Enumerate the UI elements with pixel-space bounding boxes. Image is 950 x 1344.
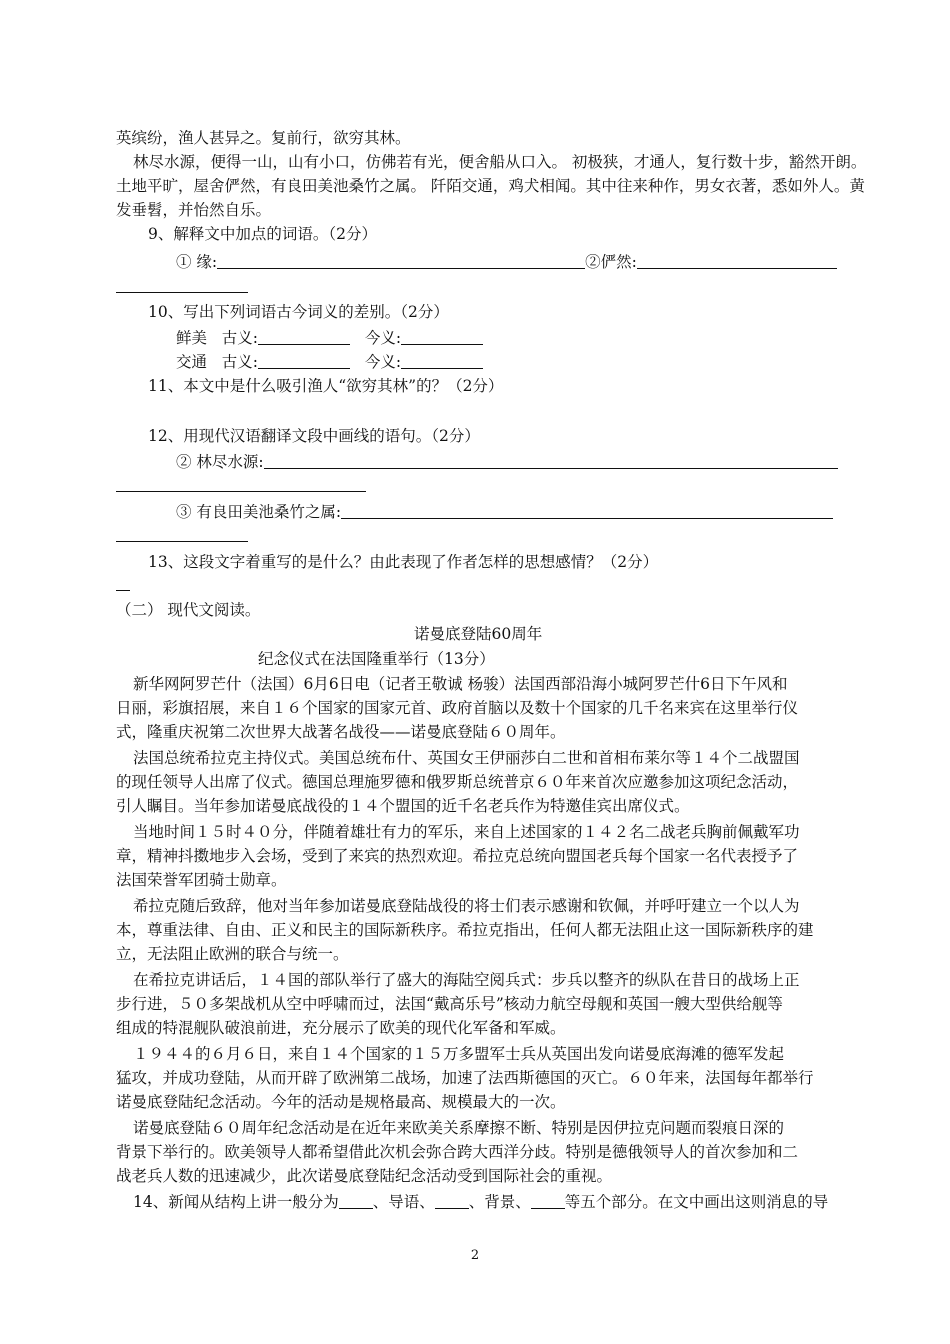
question-14-row bbox=[133, 1190, 828, 1214]
q14-blank-2[interactable] bbox=[435, 1191, 469, 1209]
q14-text: 等五个部分。在文中画出这则消息的导 bbox=[564, 1193, 829, 1211]
article-line: 诺曼底登陆纪念活动。今年的活动是规格最高、规模最大的一次。 bbox=[116, 1093, 566, 1111]
q10-gu-blank[interactable] bbox=[258, 327, 350, 345]
article-subtitle: 纪念仪式在法国隆重举行（13分） bbox=[258, 650, 495, 668]
article-line: 引人瞩目。当年参加诺曼底战役的１４个盟国的近千名老兵作为特邀佳宾出席仪式。 bbox=[116, 797, 690, 815]
question-9-answer-row bbox=[176, 250, 837, 274]
q12-item-b-label: ③ 有良田美池桑竹之属: bbox=[176, 503, 342, 521]
article-line: 日丽，彩旗招展，来自１６个国家的国家元首、政府首脑以及数十个国家的几千名来宾在这里举行仪 bbox=[116, 699, 799, 717]
q10-word: 鲜美 bbox=[176, 329, 208, 347]
passage-line: 发垂髫，并怡然自乐。 bbox=[116, 201, 272, 219]
article-line: 步行进，５０多架战机从空中呼啸而过，法国“戴高乐号”核动力航空母舰和英国一艘大型供给舰等 bbox=[116, 995, 783, 1013]
q13-answer-blank[interactable] bbox=[116, 590, 130, 591]
question-11-title: 11、本文中是什么吸引渔人“欲穷其林”的？（2分） bbox=[148, 377, 504, 395]
article-line: 新华网阿罗芒什（法国）6月6日电（记者王敬诚 杨骏）法国西部沿海小城阿罗芒什6日下午风和 bbox=[133, 675, 788, 693]
q14-text: 、导语、 bbox=[372, 1193, 435, 1211]
article-line: 当地时间１５时４０分，伴随着雄壮有力的军乐，来自上述国家的１４２名二战老兵胸前佩戴军功 bbox=[133, 823, 800, 841]
passage-line: 林尽水源，便得一山，山有小口，仿佛若有光，便舍船从口入。 初极狭，才通人，复行数十步，豁然开朗。 bbox=[133, 153, 867, 171]
q9-continuation-blank[interactable] bbox=[116, 292, 248, 293]
article-title: 诺曼底登陆60周年 bbox=[414, 625, 543, 643]
q10-jin-blank[interactable] bbox=[401, 327, 483, 345]
q9-item-b-label: ②俨然: bbox=[585, 253, 637, 271]
q12-item-a-continuation-blank[interactable] bbox=[116, 491, 366, 492]
q10-word: 交通 bbox=[176, 353, 208, 371]
q10-gu-blank[interactable] bbox=[258, 351, 350, 369]
question-13-title: 13、这段文字着重写的是什么？由此表现了作者怎样的思想感情？（2分） bbox=[148, 553, 659, 571]
article-line: 背景下举行的。欧美领导人都希望借此次机会弥合跨大西洋分歧。特别是德俄领导人的首次参加和二 bbox=[116, 1143, 799, 1161]
q10-jin-blank[interactable] bbox=[401, 351, 483, 369]
article-line: 猛攻，并成功登陆，从而开辟了欧洲第二战场，加速了法西斯德国的灭亡。６０年来，法国每年都举行 bbox=[116, 1069, 814, 1087]
q10-gu-label: 古义: bbox=[221, 353, 259, 371]
passage-line: 土地平旷，屋舍俨然，有良田美池桑竹之属。 阡陌交通，鸡犬相闻。其中往来种作，男女衣著，悉如外人。黄 bbox=[116, 177, 865, 195]
q10-jin-label: 今义: bbox=[364, 353, 402, 371]
article-line: 的现任领导人出席了仪式。德国总理施罗德和俄罗斯总统普京６０年来首次应邀参加这项纪念活动， bbox=[116, 773, 799, 791]
passage-line: 英缤纷，渔人甚异之。复前行，欲穷其林。 bbox=[116, 129, 411, 147]
article-line: 本，尊重法律、自由、正义和民主的国际新秩序。希拉克指出，任何人都无法阻止这一国际新秩序的建 bbox=[116, 921, 814, 939]
section-heading: （二） 现代文阅读。 bbox=[116, 601, 261, 619]
question-9-title: 9、解释文中加点的词语。（2分） bbox=[148, 225, 377, 243]
question-10-title: 10、写出下列词语古今词义的差别。（2分） bbox=[148, 303, 449, 321]
q14-text: 14、新闻从结构上讲一般分为 bbox=[133, 1193, 339, 1211]
article-line: 法国总统希拉克主持仪式。美国总统布什、英国女王伊丽莎白二世和首相布莱尔等１４个二战盟国 bbox=[133, 749, 800, 767]
q14-text: 、背景、 bbox=[468, 1193, 531, 1211]
q10-row-xianmei bbox=[176, 326, 483, 350]
article-line: 法国荣誉军团骑士勋章。 bbox=[116, 871, 287, 889]
q12-item-b-continuation-blank[interactable] bbox=[116, 541, 248, 542]
article-line: 组成的特混舰队破浪前进，充分展示了欧美的现代化军备和军威。 bbox=[116, 1019, 566, 1037]
article-line: 式，隆重庆祝第二次世界大战著名战役——诺曼底登陆６０周年。 bbox=[116, 723, 566, 741]
q12-item-a-row bbox=[176, 450, 838, 474]
q10-gu-label: 古义: bbox=[221, 329, 259, 347]
article-line: 希拉克随后致辞，他对当年参加诺曼底登陆战役的将士们表示感谢和钦佩，并呼吁建立一个以人为 bbox=[133, 897, 800, 915]
q12-item-b-row bbox=[176, 500, 833, 524]
q10-row-jiaotong bbox=[176, 350, 483, 374]
article-line: 战老兵人数的迅速减少，此次诺曼底登陆纪念活动受到国际社会的重视。 bbox=[116, 1167, 613, 1185]
q12-item-a-label: ② 林尽水源: bbox=[176, 453, 264, 471]
q9-item-a-blank[interactable] bbox=[217, 251, 585, 269]
q12-item-a-blank[interactable] bbox=[264, 451, 838, 469]
article-line: 在希拉克讲话后，１４国的部队举行了盛大的海陆空阅兵式：步兵以整齐的纵队在昔日的战场上正 bbox=[133, 971, 800, 989]
article-line: １９４４的６月６日，来自１４个国家的１５万多盟军士兵从英国出发向诺曼底海滩的德军发起 bbox=[133, 1045, 785, 1063]
q9-item-a-label: ① 缘: bbox=[176, 253, 218, 271]
article-line: 诺曼底登陆６０周年纪念活动是在近年来欧美关系摩擦不断、特别是因伊拉克问题而裂痕日深的 bbox=[133, 1119, 785, 1137]
q14-blank-1[interactable] bbox=[339, 1191, 373, 1209]
question-12-title: 12、用现代汉语翻译文段中画线的语句。（2分） bbox=[148, 427, 480, 445]
q10-jin-label: 今义: bbox=[364, 329, 402, 347]
article-line: 立，无法阻止欧洲的联合与统一。 bbox=[116, 945, 349, 963]
q14-blank-3[interactable] bbox=[531, 1191, 565, 1209]
q12-item-b-blank[interactable] bbox=[341, 501, 833, 519]
q9-item-b-blank[interactable] bbox=[637, 251, 837, 269]
page-number: 2 bbox=[470, 1248, 480, 1263]
article-line: 章，精神抖擞地步入会场，受到了来宾的热烈欢迎。希拉克总统向盟国老兵每个国家一名代表授予了 bbox=[116, 847, 799, 865]
